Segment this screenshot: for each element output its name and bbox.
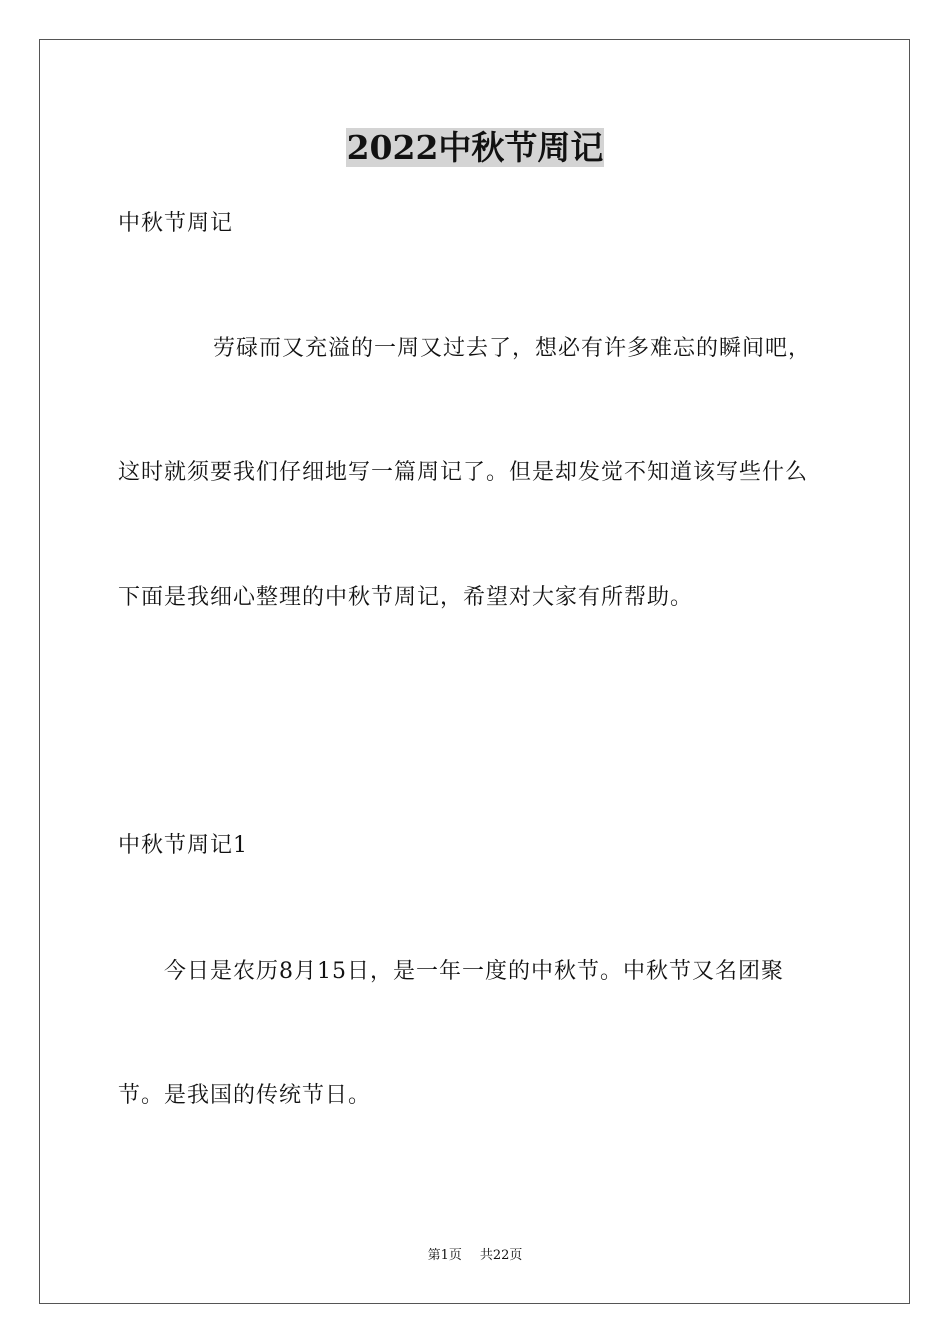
section-heading-1: 中秋节周记1 — [118, 833, 248, 858]
document-title-text: 2022中秋节周记 — [346, 128, 604, 167]
document-subtitle: 中秋节周记 — [118, 211, 234, 236]
page-number: 第1页 — [427, 1248, 462, 1263]
page-total: 共22页 — [479, 1248, 523, 1263]
page-footer — [0, 1246, 950, 1266]
intro-line-3: 下面是我细心整理的中秋节周记，希望对大家有所帮助。 — [118, 585, 694, 610]
section1-line-2: 节。是我国的传统节日。 — [118, 1083, 372, 1108]
document-title — [0, 124, 950, 172]
section1-line-1: 今日是农历8月15日，是一年一度的中秋节。中秋节又名团聚 — [164, 959, 784, 984]
intro-line-1: 劳碌而又充溢的一周又过去了，想必有许多难忘的瞬间吧， — [213, 336, 812, 361]
intro-line-2: 这时就须要我们仔细地写一篇周记了。但是却发觉不知道该写些什么 — [118, 460, 809, 485]
